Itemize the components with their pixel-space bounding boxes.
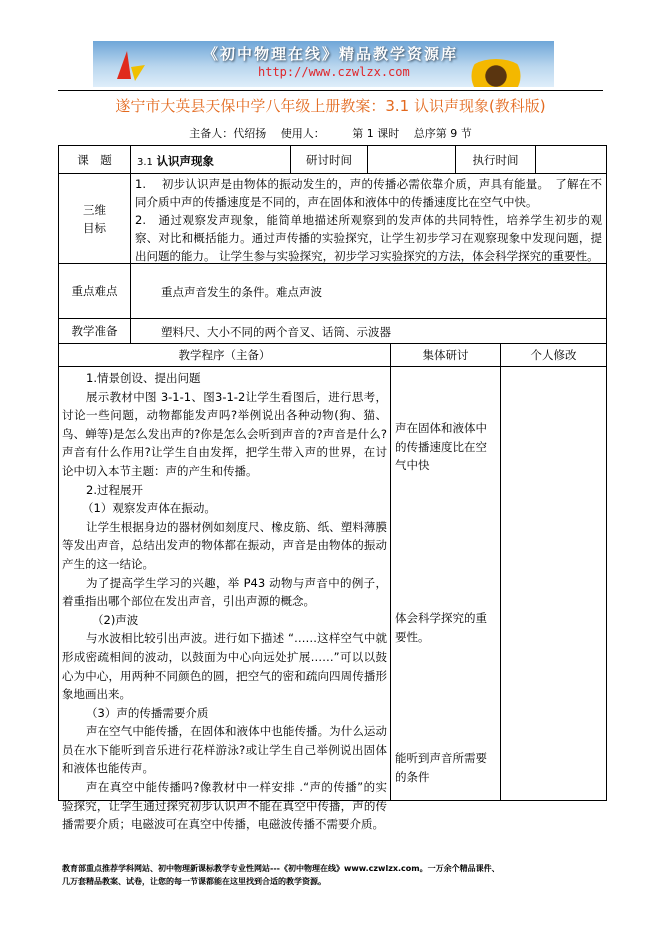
program-paragraph: 让学生根据身边的器材例如刻度尺、橡皮筋、纸、塑料薄膜等发出声音，总结出发声的物体都在振动，声音是由物体的振动产生的这一结论。 (62, 519, 387, 571)
key-points-label: 重点难点 (58, 263, 131, 319)
program-paragraph: 为了提高学生学习的兴趣，举 P43 动物与声音中的例子，着重指出哪个部位在发出声音，引出声源的概念。 (62, 575, 387, 609)
goals-content (130, 173, 607, 264)
document-subtitle: 主备人：代绍扬 使用人： 第 1 课时 总序第 9 节 (189, 127, 472, 140)
exec-time-value (535, 145, 607, 174)
topic-number: 3.1 (137, 157, 153, 168)
header-group-discussion: 集体研讨 (390, 343, 501, 367)
program-paragraph: 声在空气中能传播，在固体和液体中也能传播。为什么运动员在水下能听到音乐进行花样游泳?或让学生自己举例说出固体和液体也能传声。 (62, 724, 387, 776)
footer (62, 862, 500, 888)
program-paragraph: 声在真空中能传播吗?像教材中一样安排 .“声的传播”的实验探究，让学生通过探究初步认识声不能在真空中传播，声的传播需要介质；电磁波可在真空中传播，电磁波传播不需要介质。 (62, 780, 387, 832)
site-banner[interactable] (93, 41, 554, 87)
banner-url[interactable]: http://www.czwlzx.com (258, 65, 410, 79)
header-program: 教学程序（主备） (58, 343, 391, 367)
discussion-note: 能听到声音所需要的条件 (395, 751, 487, 784)
program-paragraph: 展示教材中图 3-1-1、图3-1-2让学生看图后，进行思考，讨论一些问题，动物都能发声吗?举例说出各种动物(狗、猫、鸟、蝉等)是怎么发出声的?你是怎么会听到声音的?声音是什么?声音有什么作用?让学生自由发挥，把学生带入声的世界，在讨论中切入本节主题：声的产生和传播。 (62, 389, 387, 478)
goals-label-line1: 三维 (83, 202, 106, 217)
prep-content: 塑料尺、大小不同的两个音叉、话筒、示波器 (130, 318, 607, 344)
site-logo-icon (113, 49, 147, 83)
program-heading: 2.过程展开 (86, 482, 143, 497)
group-discussion-content (390, 366, 501, 801)
banner-site-name: 《初中物理在线》精品教学资源库 (203, 45, 459, 63)
discussion-note: 体会科学探究的重要性。 (395, 611, 487, 644)
program-content (58, 366, 391, 832)
topic-name: 认识声现象 (156, 154, 215, 168)
discuss-time-value (367, 145, 456, 174)
discuss-time-label: 研讨时间 (290, 145, 368, 174)
footer-line: 教育部重点推荐学科网站、初中物理新课标教学专业性网站---《初中物理在线》www.czwlzx.com。一万余个精品课件、 (62, 864, 500, 873)
key-points-content: 重点声音发生的条件。难点声波 (130, 263, 607, 319)
exec-time-label: 执行时间 (455, 145, 536, 174)
prep-label: 教学准备 (58, 318, 131, 344)
footer-line: 几万套精品教案、试卷，让您的每一节课都能在这里找到合适的教学资源。 (62, 877, 326, 886)
goal-item: 1. 初步认识声是由物体的振动发生的，声的传播必需依靠介质，声具有能量。 了解在不同介质中声的传播速度是不同的，声在固体和液体中的传播速度比在空气中快。 (135, 177, 602, 209)
discussion-note: 声在固体和液体中的传播速度比在空气中快 (395, 421, 487, 473)
document-title: 遂宁市大英县天保中学八年级上册教案：3.1 认识声现象(教科版) (115, 97, 546, 115)
program-heading: 1.情景创设、提出问题 (86, 371, 201, 385)
goals-label-line2: 目标 (83, 220, 106, 235)
goals-label (58, 173, 131, 264)
program-subheading: （3）声的传播需要介质 (86, 705, 209, 720)
sunflower-image (466, 59, 526, 87)
topic-label: 课 题 (58, 145, 131, 174)
goal-item: 2. 通过观察发声现象，能简单地描述所观察到的发声体的共同特性，培养学生初步的观察、对比和概括能力。通过声传播的实验探究，让学生初步学习在观察现象中发现问题，提出问题的能力。 让学生参与实验探究，初步学习实验探究的方法，体会科学探究的重要性。 (135, 213, 602, 263)
header-personal-edit: 个人修改 (500, 343, 607, 367)
program-subheading: （1）观察发声体在振动。 (82, 501, 216, 516)
program-paragraph: 与水波相比较引出声波。进行如下描述 “……这样空气中就形成密疏相间的波动，以鼓面为中心向远处扩展……”可以以鼓心为中心，用两种不同颜色的圆，把空气的密和疏向四周传播形象地画出来。 (62, 631, 387, 702)
topic-cell (130, 145, 291, 174)
personal-edit-content[interactable] (500, 366, 607, 801)
program-subheading: （2)声波 (92, 612, 139, 627)
divider (58, 90, 603, 91)
